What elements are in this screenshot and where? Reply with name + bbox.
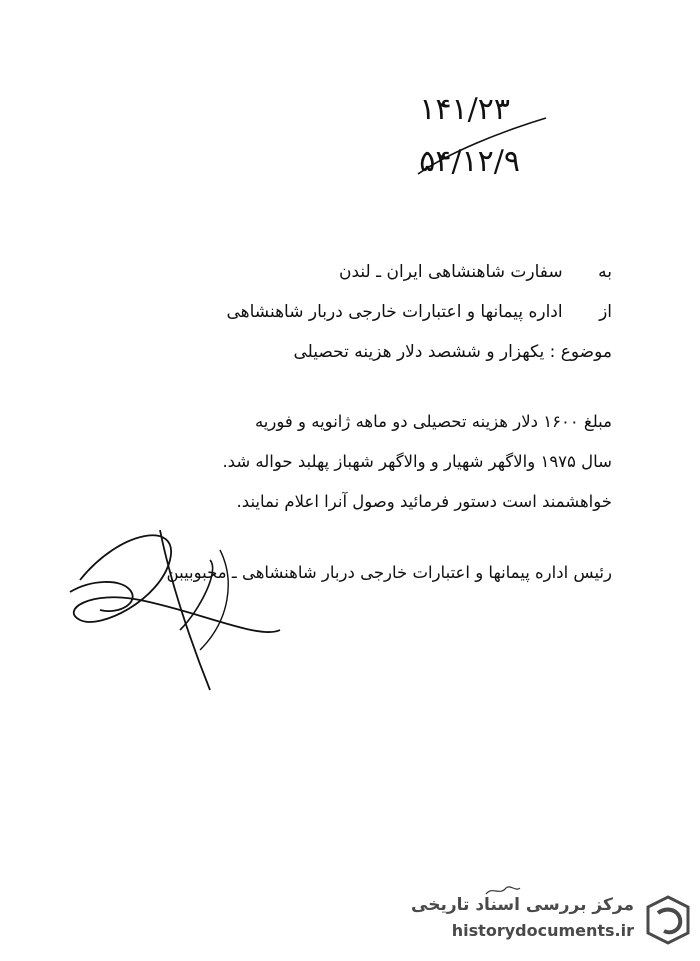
archive-logo-icon (644, 895, 692, 945)
from-value: اداره پیمانها و اعتبارات خارجی دربار شاهنشاهی (226, 302, 563, 322)
body-line-2: سال ۱۹۷۵ والاگهر شهیار و والاگهر شهباز پهلبد حواله شد. (222, 452, 612, 471)
to-line (72, 252, 612, 292)
body-line-3: خواهشمند است دستور فرمائید وصول آنرا اعلام نمایند. (236, 492, 612, 511)
subject-label: موضوع : (549, 342, 612, 362)
reference-underline-stroke (410, 92, 550, 202)
reference-number: ۱۴۱/۲۳ (419, 92, 510, 127)
handwritten-signature (60, 520, 300, 700)
watermark-name: مرکز بررسی اسناد تاریخی (411, 895, 634, 915)
watermark-site: historydocuments.ir (451, 921, 634, 940)
reference-block (410, 92, 550, 202)
reference-date: ۵۴/۱۲/۹ (419, 144, 520, 179)
header-block (72, 252, 612, 372)
body-line-1: مبلغ ۱۶۰۰ دلار هزینه تحصیلی دو ماهه ژانویه و فوریه (254, 412, 612, 431)
watermark (402, 891, 692, 949)
to-label: به (598, 262, 612, 282)
letter-body (72, 402, 612, 522)
subject-value: یکهزار و ششصد دلار هزینه تحصیلی (293, 342, 545, 362)
subject-line (72, 332, 612, 372)
from-line (72, 292, 612, 332)
to-value: سفارت شاهنشاهی ایران ـ لندن (339, 262, 563, 282)
from-label: از (599, 302, 612, 322)
signatory-line: رئیس اداره پیمانها و اعتبارات خارجی دربار شاهنشاهی ـ محبوبیبن (166, 563, 612, 582)
